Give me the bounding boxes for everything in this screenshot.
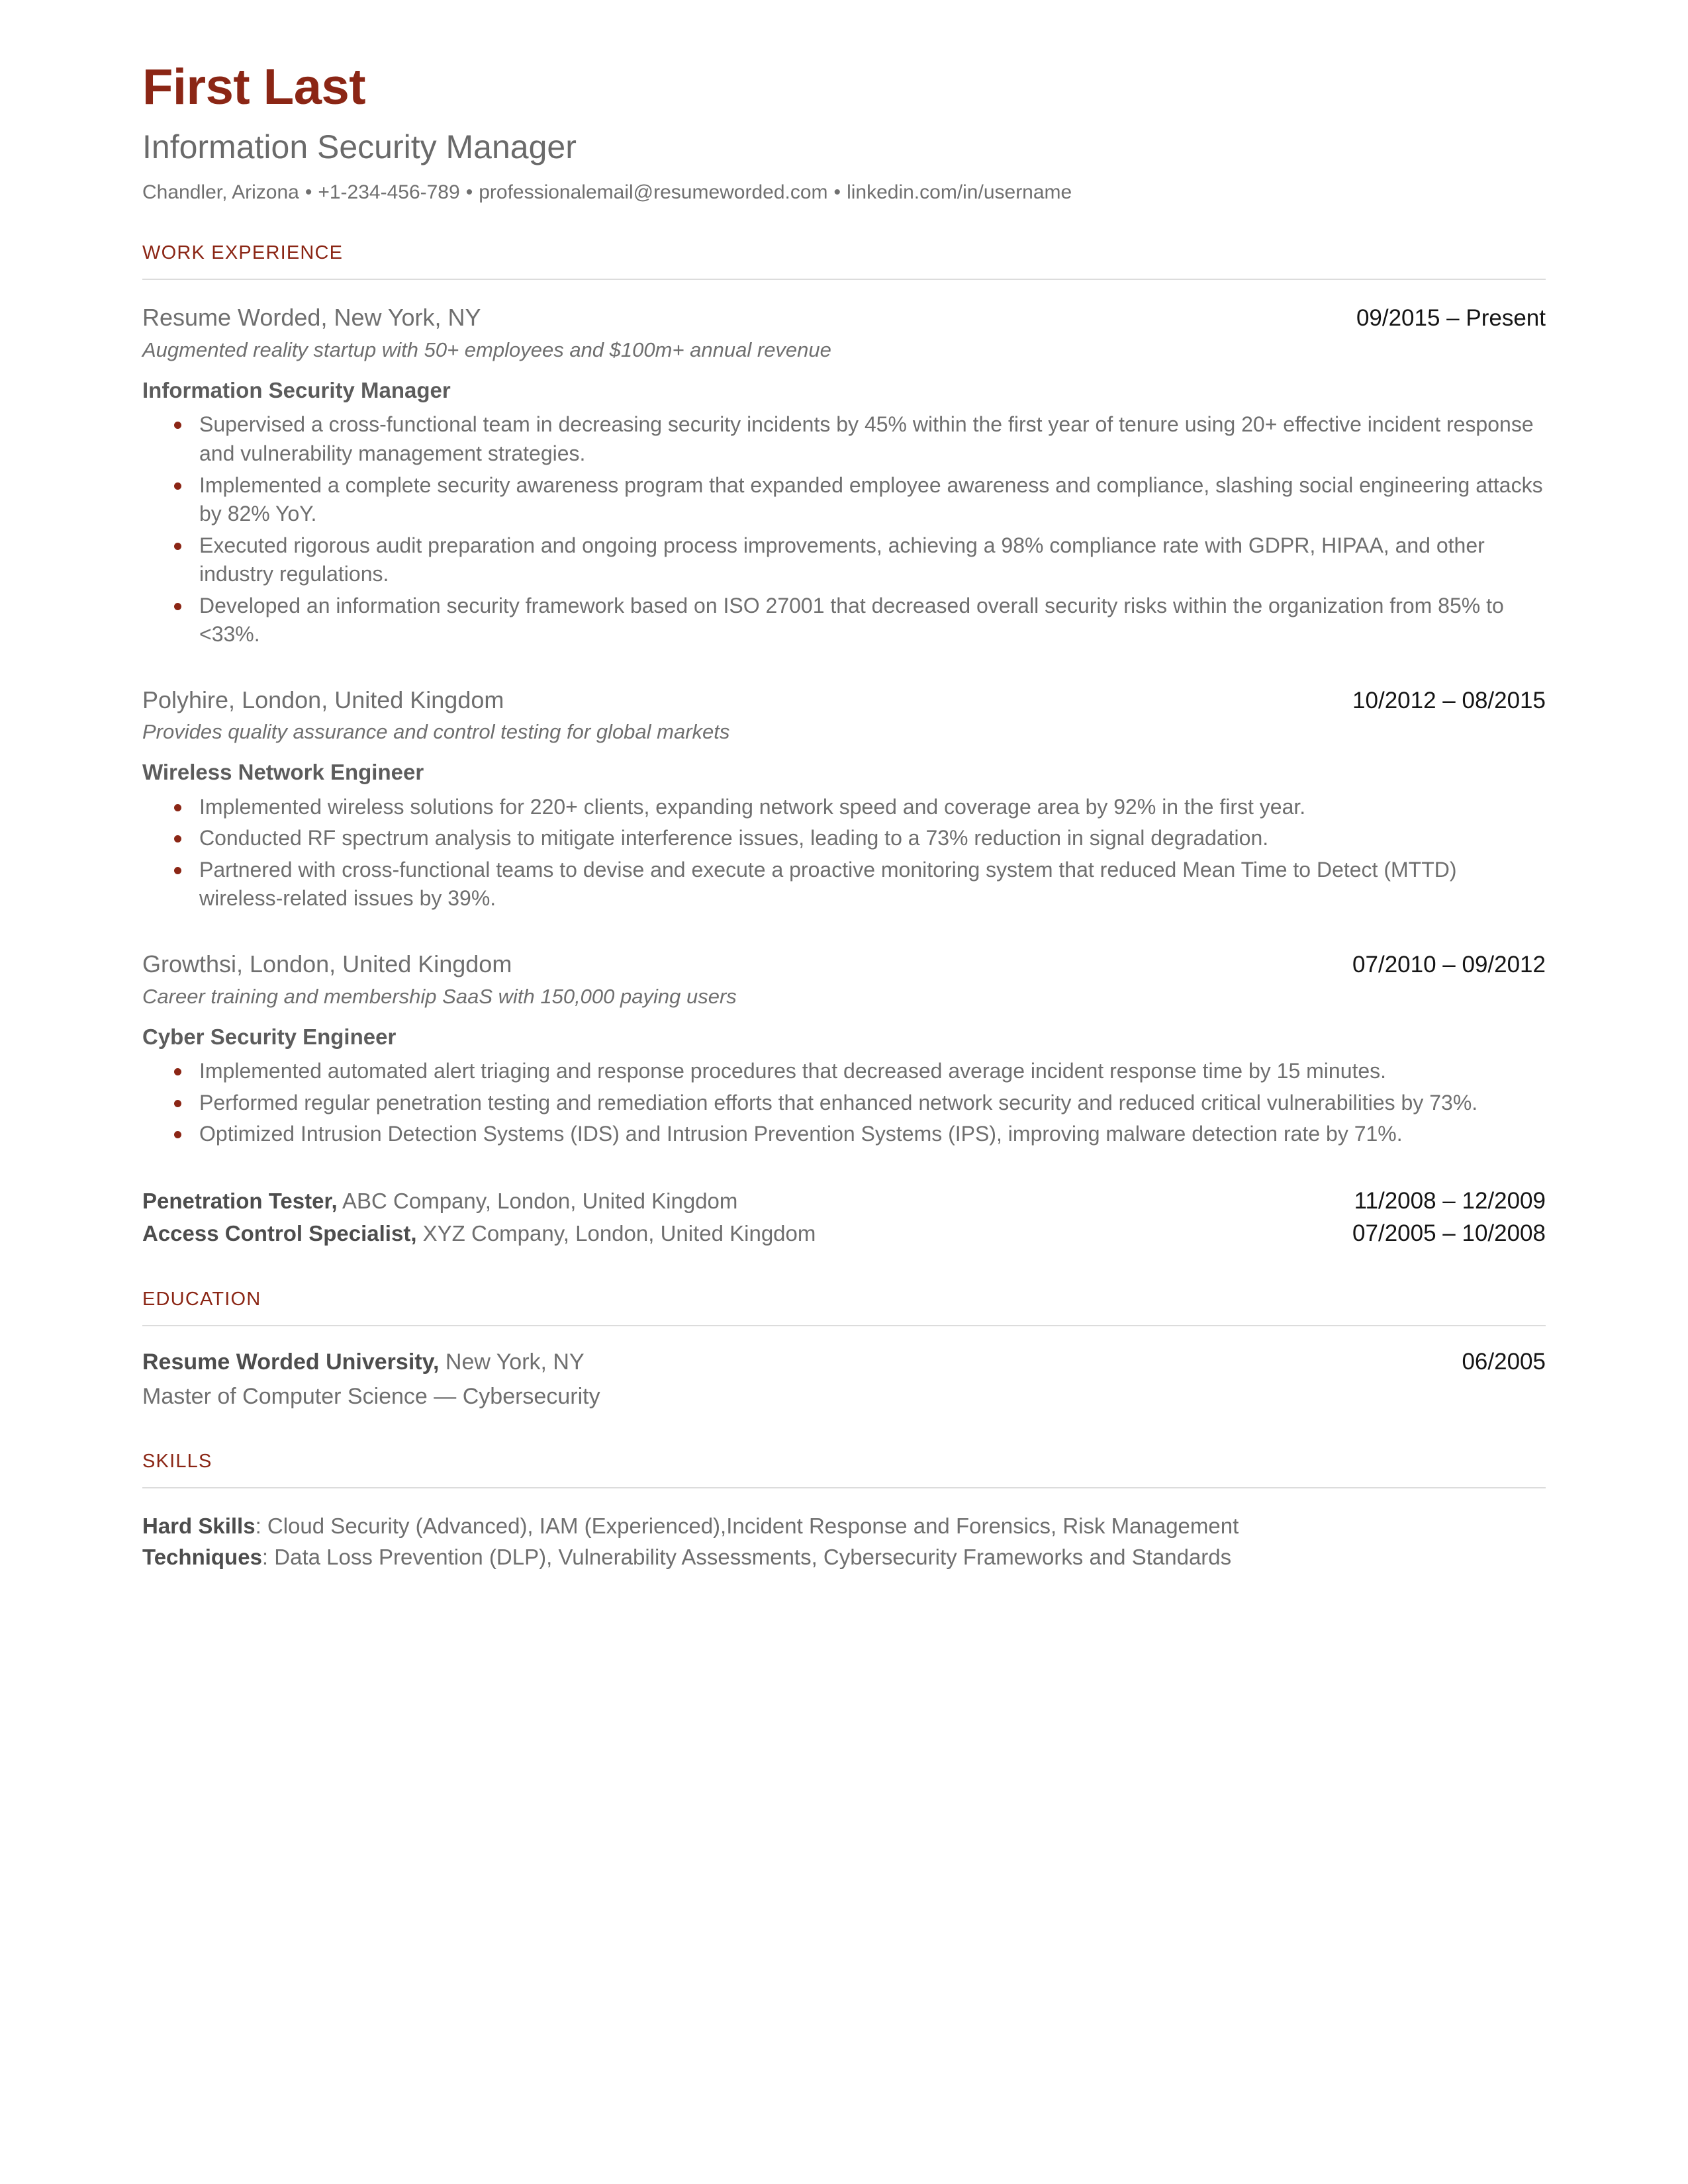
entry-spacer	[142, 655, 1546, 685]
experience-bullet	[142, 793, 1546, 822]
prior-roles-list	[142, 1185, 1546, 1250]
education-date: 06/2005	[1462, 1348, 1546, 1375]
education-school-location: New York, NY	[439, 1349, 585, 1375]
prior-role-detail: ABC Company, London, United Kingdom	[337, 1188, 738, 1213]
bullet-dot-icon	[174, 835, 181, 842]
skill-category-value: : Cloud Security (Advanced), IAM (Experienced),Incident Response and Forensics, Risk Management	[255, 1513, 1239, 1538]
candidate-name: First Last	[142, 59, 366, 115]
prior-role-title: Penetration Tester,	[142, 1188, 338, 1213]
experience-bullet-text: Supervised a cross-functional team in decreasing security incidents by 45% within the first year of tenure using 20+ effective incident response and vulnerability management strategies.	[199, 412, 1534, 465]
experience-entry-header	[142, 949, 1546, 980]
section-spacer	[142, 1412, 1546, 1451]
experience-bullet-text: Performed regular penetration testing and remediation efforts that enhanced network security and reduced critical vulnerabilities by 73%.	[199, 1090, 1478, 1115]
experience-company: Growthsi, London, United Kingdom	[142, 950, 512, 978]
experience-company-blurb: Augmented reality startup with 50+ employees and $100m+ annual revenue	[142, 338, 831, 362]
contact-phone: +1-234-456-789	[318, 181, 460, 204]
contact-separator-1: •	[305, 181, 312, 204]
contact-separator-2: •	[465, 181, 473, 204]
experience-bullet-list	[142, 410, 1546, 649]
prior-role-label	[142, 1218, 816, 1250]
experience-company-blurb: Provides quality assurance and control testing for global markets	[142, 720, 730, 744]
experience-entry	[142, 302, 1546, 649]
section-divider-work-experience	[142, 279, 1546, 280]
bullet-dot-icon	[174, 1100, 181, 1107]
section-title-work-experience: WORK EXPERIENCE	[142, 242, 344, 264]
experience-bullet-text: Partnered with cross-functional teams to devise and execute a proactive monitoring system that reduced Mean Time to Detect (MTTD) wireless-related issues by 39%.	[199, 857, 1457, 911]
experience-bullet-text: Developed an information security framework based on ISO 27001 that decreased overall security risks within the organization from 85% to <33%.	[199, 593, 1504, 647]
experience-bullet	[142, 531, 1546, 589]
contact-email[interactable]: professionalemail@resumeworded.com	[479, 181, 828, 204]
experience-role-title: Wireless Network Engineer	[142, 760, 424, 785]
experience-role-title: Information Security Manager	[142, 377, 451, 402]
experience-bullet	[142, 592, 1546, 649]
bullet-dot-icon	[174, 804, 181, 811]
education-degree: Master of Computer Science — Cybersecurity	[142, 1383, 600, 1409]
prior-role-dates: 11/2008 – 12/2009	[1354, 1187, 1546, 1214]
experience-bullet	[142, 471, 1546, 529]
experience-bullet-text: Executed rigorous audit preparation and ongoing process improvements, achieving a 98% compliance rate with GDPR, HIPAA, and other industry regulations.	[199, 533, 1485, 586]
experience-bullet	[142, 824, 1546, 853]
contact-location: Chandler, Arizona	[142, 181, 299, 204]
resume-header	[142, 61, 1546, 205]
bullet-dot-icon	[174, 422, 181, 429]
bullet-dot-icon	[174, 603, 181, 610]
section-title-skills: SKILLS	[142, 1450, 212, 1472]
entry-spacer	[142, 1154, 1546, 1185]
prior-role-row	[142, 1217, 1546, 1250]
experience-company: Polyhire, London, United Kingdom	[142, 686, 504, 713]
section-divider-skills	[142, 1487, 1546, 1488]
experience-role-title: Cyber Security Engineer	[142, 1024, 397, 1049]
experience-bullet-text: Optimized Intrusion Detection Systems (IDS) and Intrusion Prevention Systems (IPS), improving malware detection rate by 71%.	[199, 1122, 1403, 1146]
education-entry-header	[142, 1349, 1546, 1375]
contact-separator-3: •	[833, 181, 841, 204]
skill-row	[142, 1542, 1546, 1573]
experience-bullet-text: Implemented a complete security awareness program that expanded employee awareness and compliance, slashing social engineering attacks by 82% YoY.	[199, 473, 1543, 526]
contact-linkedin[interactable]: linkedin.com/in/username	[847, 181, 1072, 204]
experience-bullet-list	[142, 1057, 1546, 1149]
section-spacer	[142, 1250, 1546, 1289]
bullet-dot-icon	[174, 1068, 181, 1075]
experience-dates: 10/2012 – 08/2015	[1352, 687, 1546, 713]
skill-category-label: Hard Skills	[142, 1513, 256, 1538]
skill-category-value: : Data Loss Prevention (DLP), Vulnerability Assessments, Cybersecurity Frameworks and Standards	[261, 1544, 1232, 1569]
bullet-dot-icon	[174, 543, 181, 550]
experience-company-blurb: Career training and membership SaaS with 150,000 paying users	[142, 984, 737, 1008]
skill-category-label: Techniques	[142, 1544, 262, 1569]
experience-entry-header	[142, 302, 1546, 334]
experience-entry	[142, 949, 1546, 1149]
experience-entry-header	[142, 685, 1546, 716]
section-divider-education	[142, 1325, 1546, 1326]
experience-bullet-list	[142, 793, 1546, 913]
experience-bullet-text: Implemented automated alert triaging and response procedures that decreased average incident response time by 15 minutes.	[199, 1059, 1387, 1083]
experience-bullet	[142, 856, 1546, 913]
section-title-education: EDUCATION	[142, 1288, 261, 1310]
experience-entry	[142, 685, 1546, 913]
education-school	[142, 1349, 585, 1375]
experience-bullet-text: Implemented wireless solutions for 220+ clients, expanding network speed and coverage area by 92% in the first year.	[199, 794, 1306, 819]
bullet-dot-icon	[174, 1131, 181, 1138]
prior-role-dates: 07/2005 – 10/2008	[1352, 1220, 1546, 1247]
candidate-headline: Information Security Manager	[142, 128, 577, 165]
experience-dates: 09/2015 – Present	[1356, 305, 1546, 332]
prior-role-label	[142, 1186, 737, 1217]
experience-bullet-text: Conducted RF spectrum analysis to mitigate interference issues, leading to a 73% reduction in signal degradation.	[199, 826, 1269, 850]
entry-spacer	[142, 919, 1546, 949]
skills-list	[142, 1511, 1546, 1573]
contact-line	[142, 179, 1546, 205]
bullet-dot-icon	[174, 482, 181, 490]
prior-role-detail: XYZ Company, London, United Kingdom	[416, 1221, 816, 1246]
prior-role-title: Access Control Specialist,	[142, 1221, 417, 1246]
experience-bullet	[142, 1057, 1546, 1086]
education-entry	[142, 1349, 1546, 1412]
bullet-dot-icon	[174, 867, 181, 874]
education-school-name: Resume Worded University,	[142, 1349, 440, 1375]
experience-bullet	[142, 1089, 1546, 1118]
experience-dates: 07/2010 – 09/2012	[1352, 951, 1546, 978]
experience-bullet	[142, 410, 1546, 468]
experience-bullet	[142, 1120, 1546, 1149]
skill-row	[142, 1511, 1546, 1542]
prior-role-row	[142, 1185, 1546, 1218]
experience-company: Resume Worded, New York, NY	[142, 304, 481, 332]
